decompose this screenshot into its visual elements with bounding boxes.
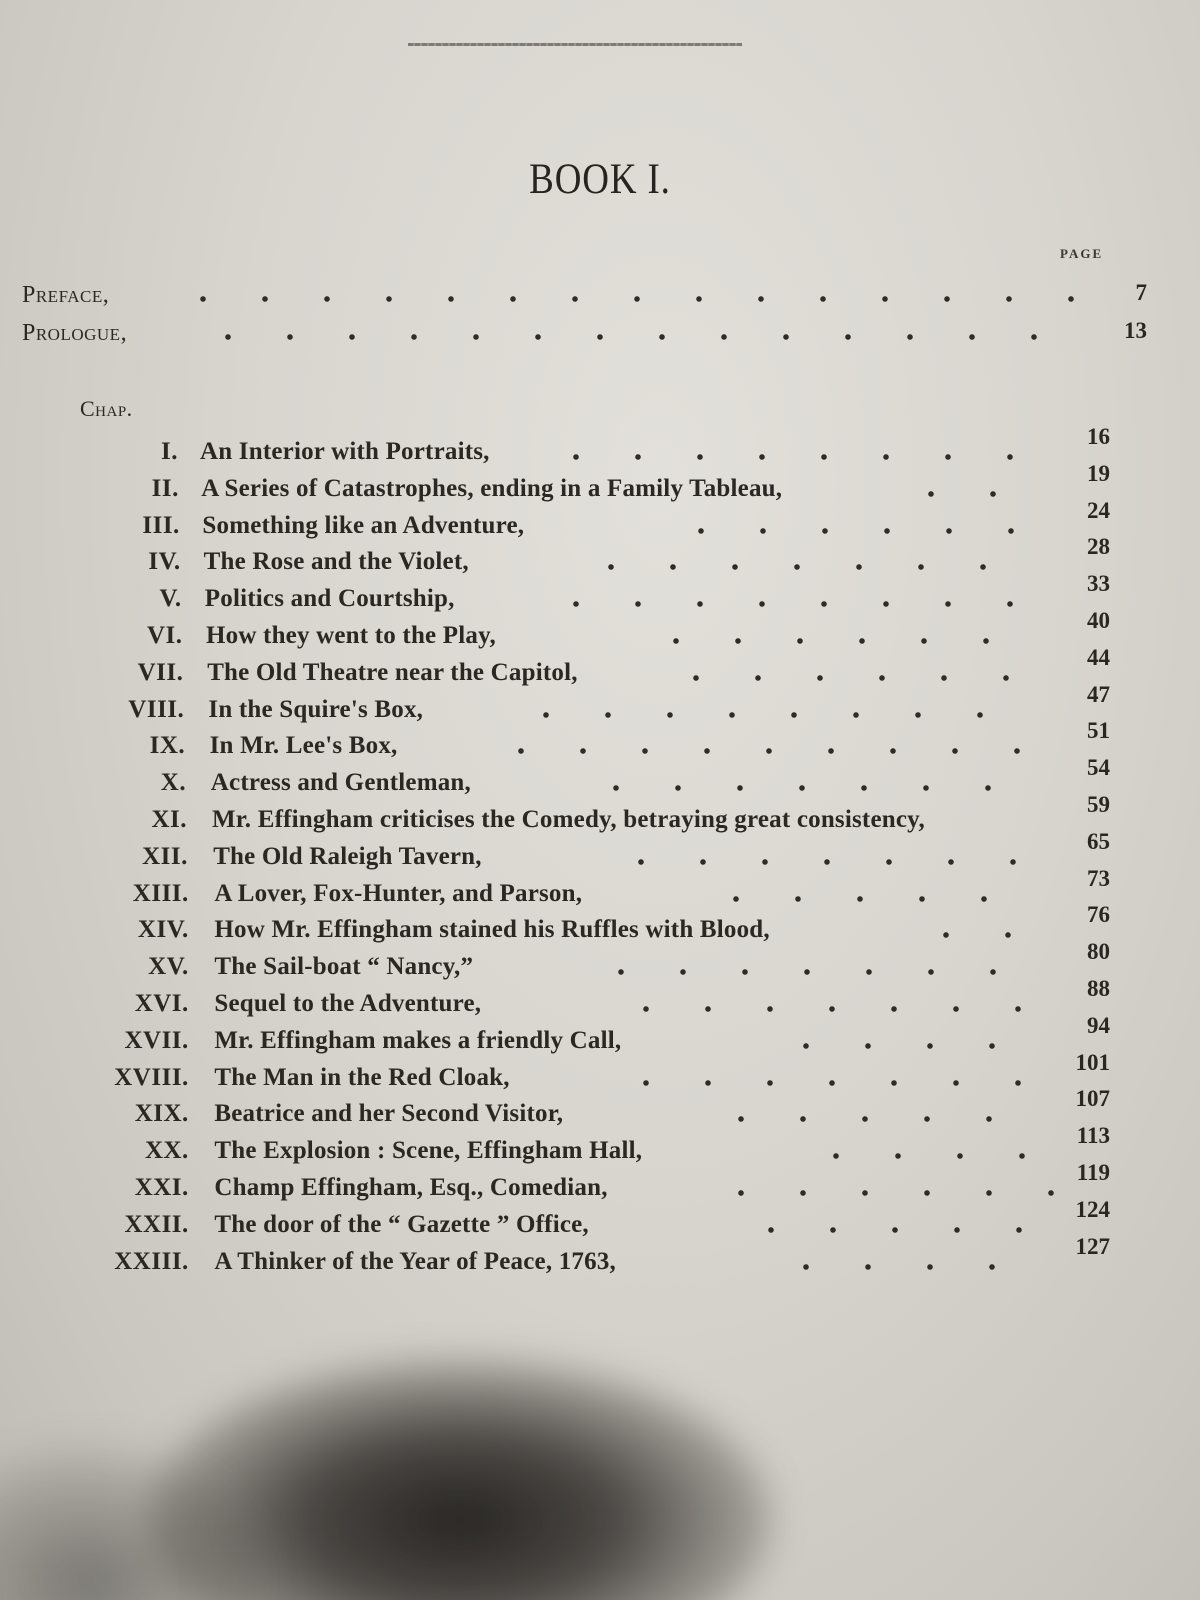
chapter-title: The Rose and the Violet,: [203, 548, 469, 576]
chapter-title: Politics and Courtship,: [204, 585, 455, 613]
chapter-row: [0, 976, 1140, 1026]
page-number: 47: [1087, 681, 1110, 707]
chapter-numeral: X.: [160, 769, 187, 797]
page-number: 113: [1076, 1123, 1110, 1149]
dot-leader: [775, 1041, 1030, 1051]
page-number: 59: [1087, 792, 1110, 817]
dot-leader: [585, 783, 1030, 793]
chapter-row: [0, 1233, 1140, 1284]
page-number: 40: [1087, 608, 1110, 633]
chapter-title: Actress and Gentleman,: [210, 769, 471, 797]
chapter-row: [0, 497, 1140, 548]
page-number: 124: [1075, 1196, 1110, 1222]
page-number: 76: [1087, 902, 1110, 928]
front-matter-row-prologue: [22, 318, 1147, 354]
chapter-row: [0, 1012, 1140, 1063]
page-number: 28: [1087, 534, 1110, 560]
page-column-label: PAGE: [1060, 246, 1104, 261]
chapter-numeral: I.: [161, 438, 178, 465]
page-number: 73: [1087, 865, 1110, 891]
page-number: 65: [1087, 828, 1110, 854]
dot-leader: [665, 673, 1055, 683]
chapter-row: [0, 718, 1140, 768]
page-number: 24: [1087, 497, 1110, 523]
chapter-numeral: XI.: [151, 806, 187, 833]
chapter-row: [0, 1049, 1140, 1100]
chapter-numeral: XX.: [144, 1137, 189, 1165]
dot-leader: [670, 526, 1055, 536]
chapter-title: Champ Effingham, Esq., Comedian,: [214, 1174, 608, 1201]
chapter-numeral: VII.: [137, 658, 184, 686]
chapter-row: [0, 534, 1140, 584]
chapter-row: [0, 1086, 1140, 1136]
chapter-numeral: XVII.: [124, 1026, 189, 1054]
chapter-numeral: IV.: [148, 548, 181, 576]
chapter-numeral: XII.: [142, 842, 188, 870]
dot-leader: [610, 857, 1055, 867]
chapter-row: [0, 608, 1140, 658]
chapter-title: An Interior with Portraits,: [200, 438, 490, 465]
chapter-numeral: XXIII.: [114, 1247, 189, 1275]
chapter-numeral: IX.: [149, 732, 186, 760]
dot-leader: [545, 599, 1055, 609]
chapter-title: In the Squire's Box,: [208, 695, 424, 723]
chapter-row: [0, 902, 1140, 952]
dot-leader: [197, 332, 1077, 342]
page-number: 7: [1135, 280, 1147, 305]
chapter-row: [0, 755, 1140, 805]
page-number: 16: [1087, 424, 1110, 449]
chapter-title: The Old Raleigh Tavern,: [213, 842, 482, 870]
chapter-title: The Man in the Red Cloak,: [214, 1063, 510, 1091]
chapter-title: A Series of Catastrophes, ending in a Family Tableau,: [201, 474, 783, 502]
chapter-numeral: XIII.: [132, 879, 189, 907]
dot-leader: [705, 894, 1030, 904]
chapter-row: [0, 460, 1140, 511]
chapter-numeral: V.: [159, 585, 182, 613]
chapter-title: Beatrice and her Second Visitor,: [214, 1100, 564, 1128]
chapter-numeral: XXI.: [134, 1174, 189, 1201]
dot-leader: [805, 1151, 1060, 1161]
page-number: 33: [1087, 571, 1110, 597]
chapter-numeral: XVIII.: [114, 1063, 189, 1091]
chapter-title: How Mr. Effingham stained his Ruffles with Blood,: [214, 916, 770, 944]
front-matter-row-preface: [22, 280, 1147, 316]
page-number: 119: [1076, 1160, 1110, 1185]
chapter-numeral: II.: [151, 474, 179, 502]
chapter-title: Something like an Adventure,: [202, 511, 525, 539]
chapter-numeral: VI.: [146, 622, 183, 649]
chapter-row: [0, 1123, 1140, 1173]
page-number: 80: [1087, 939, 1110, 965]
page-number: 13: [1124, 318, 1147, 343]
dot-leader: [515, 710, 1030, 720]
front-matter-label: Prologue,: [22, 320, 128, 346]
chapter-row: [0, 828, 1140, 879]
page-number: 44: [1087, 644, 1110, 670]
chapter-row: [0, 1196, 1140, 1247]
dot-leader: [740, 1225, 1060, 1235]
header-rule: [408, 43, 742, 46]
page-number: 54: [1087, 755, 1110, 781]
chapter-row: [0, 865, 1140, 916]
page-number: 107: [1075, 1086, 1110, 1112]
chapter-numeral: VIII.: [128, 695, 185, 723]
chapter-title: The Explosion : Scene, Effingham Hall,: [214, 1137, 643, 1165]
chapter-title: A Thinker of the Year of Peace, 1763,: [214, 1247, 616, 1275]
page-number: 51: [1087, 718, 1110, 744]
chapter-numeral: XV.: [148, 953, 189, 981]
dot-leader: [615, 1004, 1060, 1014]
dot-leader: [545, 452, 1055, 462]
page-number: 88: [1087, 976, 1110, 1001]
book-title: BOOK I.: [529, 156, 671, 203]
dot-leader: [172, 294, 1092, 304]
dot-leader: [580, 562, 1030, 572]
chapter-row: [0, 939, 1140, 989]
dot-leader: [490, 746, 1060, 756]
chapter-numeral: XVI.: [134, 990, 189, 1017]
front-matter-label: Preface,: [22, 282, 110, 308]
dot-leader: [645, 636, 1030, 646]
page-number: 94: [1087, 1012, 1110, 1038]
dot-leader: [710, 1114, 1030, 1124]
chapter-row: [0, 681, 1140, 732]
page-number: 19: [1087, 460, 1110, 486]
chapter-numeral: III.: [142, 511, 180, 539]
chapter-title: The door of the “ Gazette ” Office,: [214, 1210, 589, 1238]
chapter-title: A Lover, Fox-Hunter, and Parson,: [214, 879, 583, 907]
dot-leader: [615, 1078, 1060, 1088]
chapter-title: In Mr. Lee's Box,: [209, 732, 398, 760]
dot-leader: [900, 489, 1020, 499]
chapter-title: The Sail-boat “ Nancy,”: [214, 953, 474, 981]
chapter-row: [0, 1160, 1140, 1210]
dot-leader: [915, 930, 1060, 940]
chapter-title: The Old Theatre near the Capitol,: [207, 658, 578, 686]
chapter-numeral: XIV.: [137, 916, 189, 944]
chapter-column-label: Chap.: [80, 396, 133, 421]
chapter-row: [0, 644, 1140, 695]
dot-leader: [775, 1262, 1030, 1272]
page-number: 127: [1075, 1233, 1110, 1259]
chapter-title: How they went to the Play,: [206, 622, 496, 649]
dot-leader: [710, 1188, 1060, 1198]
dot-leader: [590, 967, 1030, 977]
chapter-title: Mr. Effingham criticises the Comedy, betraying great consistency,: [212, 806, 925, 833]
chapter-numeral: XIX.: [134, 1100, 189, 1128]
chapter-title: Mr. Effingham makes a friendly Call,: [214, 1026, 622, 1054]
chapter-row: [0, 792, 1140, 842]
chapter-title: Sequel to the Adventure,: [214, 990, 482, 1017]
chapter-row: [0, 424, 1140, 474]
chapter-row: [0, 571, 1140, 621]
page-number: 101: [1075, 1049, 1110, 1075]
chapter-numeral: XXII.: [124, 1210, 189, 1238]
